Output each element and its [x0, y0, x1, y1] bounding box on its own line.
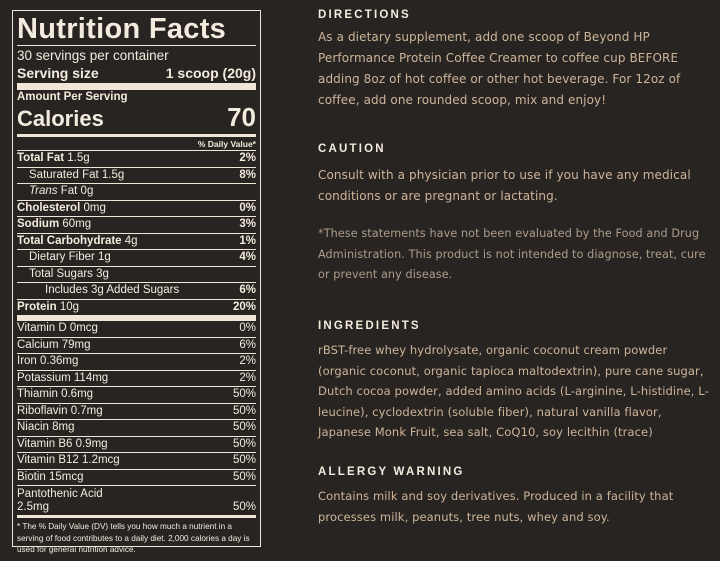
vitamin-row: Biotin 15mcg 50%	[17, 469, 256, 486]
calories-value: 70	[227, 102, 256, 132]
nutrient-row: Dietary Fiber 1g 4%	[17, 249, 256, 266]
fda-disclaimer: *These statements have not been evaluated by the Food and Drug Administration. This product is not intended to diagnose, treat, cure or prevent any disease.	[318, 227, 706, 281]
vitamin-row: Riboflavin 0.7mg 50%	[17, 403, 256, 420]
servings-per-container: 30 servings per container	[17, 48, 169, 63]
directions-text: As a dietary supplement, add one scoop of Beyond HP Performance Protein Coffee Creamer to coffee cup BEFORE adding 8oz of hot coffee or other hot beverage. For 12oz of coffee, add one rounded scoop, mix and enjoy!	[318, 30, 681, 107]
caution-heading: CAUTION	[318, 143, 386, 155]
serving-size-row	[17, 64, 256, 82]
allergy-text: Contains milk and soy derivatives. Produced in a facility that processes milk, peanuts, tree nuts, whey and soy.	[318, 489, 674, 524]
nutrient-row: Includes 3g Added Sugars 6%	[17, 282, 256, 299]
caution-section	[318, 143, 713, 286]
directions-heading: DIRECTIONS	[318, 9, 411, 21]
vitamin-row: Potassium 114mg 2%	[17, 370, 256, 387]
nutrient-row: Sodium 60mg 3%	[17, 216, 256, 233]
daily-value-footnote: * The % Daily Value (DV) tells you how much a nutrient in a serving of food contributes to a daily diet. 2,000 calories a day is used for general nutrition advice.	[17, 515, 256, 556]
pantothenic-row: Pantothenic Acid 2.5mg 50%	[17, 485, 256, 513]
nutrient-row: Trans Fat 0g	[17, 183, 256, 200]
nutrient-row: Total Carbohydrate 4g 1%	[17, 233, 256, 250]
nutrient-row: Cholesterol 0mg 0%	[17, 200, 256, 217]
vitamin-row: Calcium 79mg 6%	[17, 337, 256, 354]
amount-per-serving: Amount Per Serving	[17, 91, 128, 103]
vitamin-row: Vitamin B6 0.9mg 50%	[17, 436, 256, 453]
serving-size-label: Serving size	[17, 65, 99, 81]
allergy-section	[318, 466, 713, 527]
nutrition-title: Nutrition Facts	[17, 13, 227, 45]
nutrient-row: Total Sugars 3g	[17, 266, 256, 283]
ingredients-heading: INGREDIENTS	[318, 320, 421, 332]
directions-section	[318, 9, 713, 111]
ingredients-section	[318, 320, 713, 443]
nutrition-facts-label	[12, 10, 261, 554]
vitamin-row: Iron 0.36mg 2%	[17, 353, 256, 370]
vitamin-row: Niacin 8mg 50%	[17, 419, 256, 436]
nutrient-row: Saturated Fat 1.5g 8%	[17, 167, 256, 184]
nutrient-row: Protein 10g 20%	[17, 299, 256, 316]
serving-size-value: 1 scoop (20g)	[165, 65, 256, 81]
vitamin-row: Vitamin D 0mcg 0%	[17, 322, 256, 334]
nutrient-row: Total Fat 1.5g 2%	[17, 150, 256, 167]
daily-value-header: % Daily Value*	[17, 134, 256, 150]
ingredients-text: rBST-free whey hydrolysate, organic coconut cream powder (organic coconut, organic tapioca maltodextrin), pure cane sugar, Dutch cocoa powder, added amino acids (L-arginine, L-histidine, L-leucine), cyclodextrin (soluble fiber), natural vanilla flavor, Japanese Monk Fruit, sea salt, CoQ10, soy lecithin (trace)	[318, 343, 709, 439]
calories-row	[17, 104, 256, 132]
calories-label: Calories	[17, 106, 104, 131]
caution-text: Consult with a physician prior to use if you have any medical conditions or are pregnant or lactating.	[318, 168, 691, 203]
allergy-heading: ALLERGY WARNING	[318, 466, 465, 478]
vitamin-row: Thiamin 0.6mg 50%	[17, 386, 256, 403]
vitamin-row: Vitamin B12 1.2mcg 50%	[17, 452, 256, 469]
